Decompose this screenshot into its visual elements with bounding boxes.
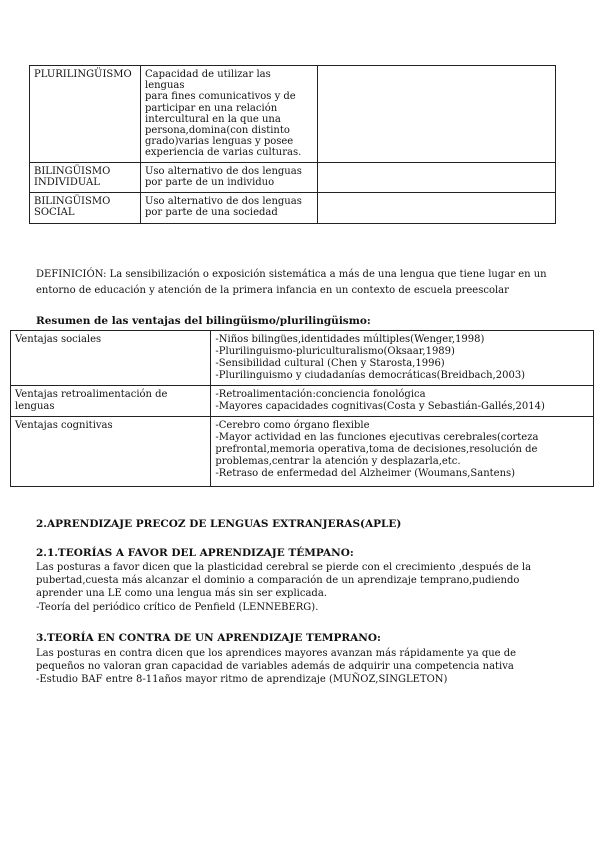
- list-item: -Retroalimentación:conciencia fonológica: [215, 389, 426, 400]
- table-row: [11, 417, 594, 487]
- category-cell: Ventajas sociales: [11, 331, 211, 386]
- definition-cell: Uso alternativo de dos lenguas por parte de un individuo: [141, 162, 318, 192]
- table-row: [30, 66, 556, 163]
- table-row: [30, 192, 556, 223]
- items-cell: [211, 417, 594, 487]
- paragraph-line: Las posturas en contra dicen que los aprendices mayores avanzan más rápidamente ya que de pequeños no valoran gran capacidad de variables además de adquirir una competencia nativa: [36, 648, 517, 673]
- items-cell: [211, 386, 594, 417]
- list-item: -Retraso de enfermedad del Alzheimer (Woumans,Santens): [215, 468, 516, 479]
- table-row: [30, 162, 556, 192]
- notes-cell: [318, 162, 556, 192]
- summary-title: Resumen de las ventajas del bilingüismo/plurilingüismo:: [36, 315, 371, 327]
- list-item: -Sensibilidad cultural (Chen y Starosta,1996): [215, 358, 445, 369]
- notes-cell: [318, 66, 556, 163]
- list-item: -Niños bilingües,identidades múltiples(Wenger,1998): [215, 334, 485, 345]
- terms-table: [29, 65, 556, 224]
- paragraph-line: -Teoría del periódico crítico de Penfield (LENNEBERG).: [36, 601, 319, 613]
- items-cell: [211, 331, 594, 386]
- list-item: -Mayor actividad en las funciones ejecutivas cerebrales(corteza prefrontal,memoria operativa,toma de decisiones,resolución de problemas,centrar la atención y desplazarla,etc.: [215, 432, 539, 467]
- list-item: -Cerebro como órgano flexible: [215, 420, 370, 431]
- list-item: -Plurilinguismo y ciudadanías democráticas(Breidbach,2003): [215, 370, 526, 381]
- category-cell: Ventajas retroalimentación de lenguas: [11, 386, 211, 417]
- advantages-table: [10, 330, 594, 487]
- definition-paragraph: DEFINICIÓN: La sensibilización o exposición sistemática a más de una lengua que tiene lugar en un entorno de educación y atención de la primera infancia en un contexto de escuela preescolar: [36, 269, 547, 296]
- notes-cell: [318, 192, 556, 223]
- section-3-heading: 3.TEORÍA EN CONTRA DE UN APRENDIZAJE TEMPRANO:: [36, 632, 381, 644]
- table-row: [11, 386, 594, 417]
- section-2-1-body: [36, 561, 561, 614]
- list-item: -Plurilinguismo-pluriculturalismo(Oksaar,1989): [215, 346, 455, 357]
- definition-cell: Capacidad de utilizar las lenguas para fines comunicativos y de participar en una relación intercultural en la que una persona,domina(con distinto grado)varias lenguas y posee experiencia de varias culturas.: [141, 66, 318, 163]
- paragraph-line: -Estudio BAF entre 8-11años mayor ritmo de aprendizaje (MUÑOZ,SINGLETON): [36, 674, 448, 686]
- category-cell: Ventajas cognitivas: [11, 417, 211, 487]
- list-item: -Mayores capacidades cognitivas(Costa y Sebastián-Gallés,2014): [215, 401, 545, 412]
- definition-cell: Uso alternativo de dos lenguas por parte de una sociedad: [141, 192, 318, 223]
- term-cell: BILINGÜISMO INDIVIDUAL: [30, 162, 141, 192]
- section-2-1-heading: 2.1.TEORÍAS A FAVOR DEL APRENDIZAJE TÉMPANO:: [36, 547, 354, 559]
- section-3-body: [36, 647, 561, 687]
- term-cell: PLURILINGÜISMO: [30, 66, 141, 163]
- term-cell: BILINGÜISMO SOCIAL: [30, 192, 141, 223]
- table-row: [11, 331, 594, 386]
- paragraph-line: Las posturas a favor dicen que la plasticidad cerebral se pierde con el crecimiento ,después de la pubertad,cuesta más alcanzar el dominio a comparación de un aprendizaje temprano,pudiendo aprender una LE como una lengua más sin ser explicada.: [36, 562, 532, 600]
- section-2-heading: 2.APRENDIZAJE PRECOZ DE LENGUAS EXTRANJERAS(APLE): [36, 518, 402, 530]
